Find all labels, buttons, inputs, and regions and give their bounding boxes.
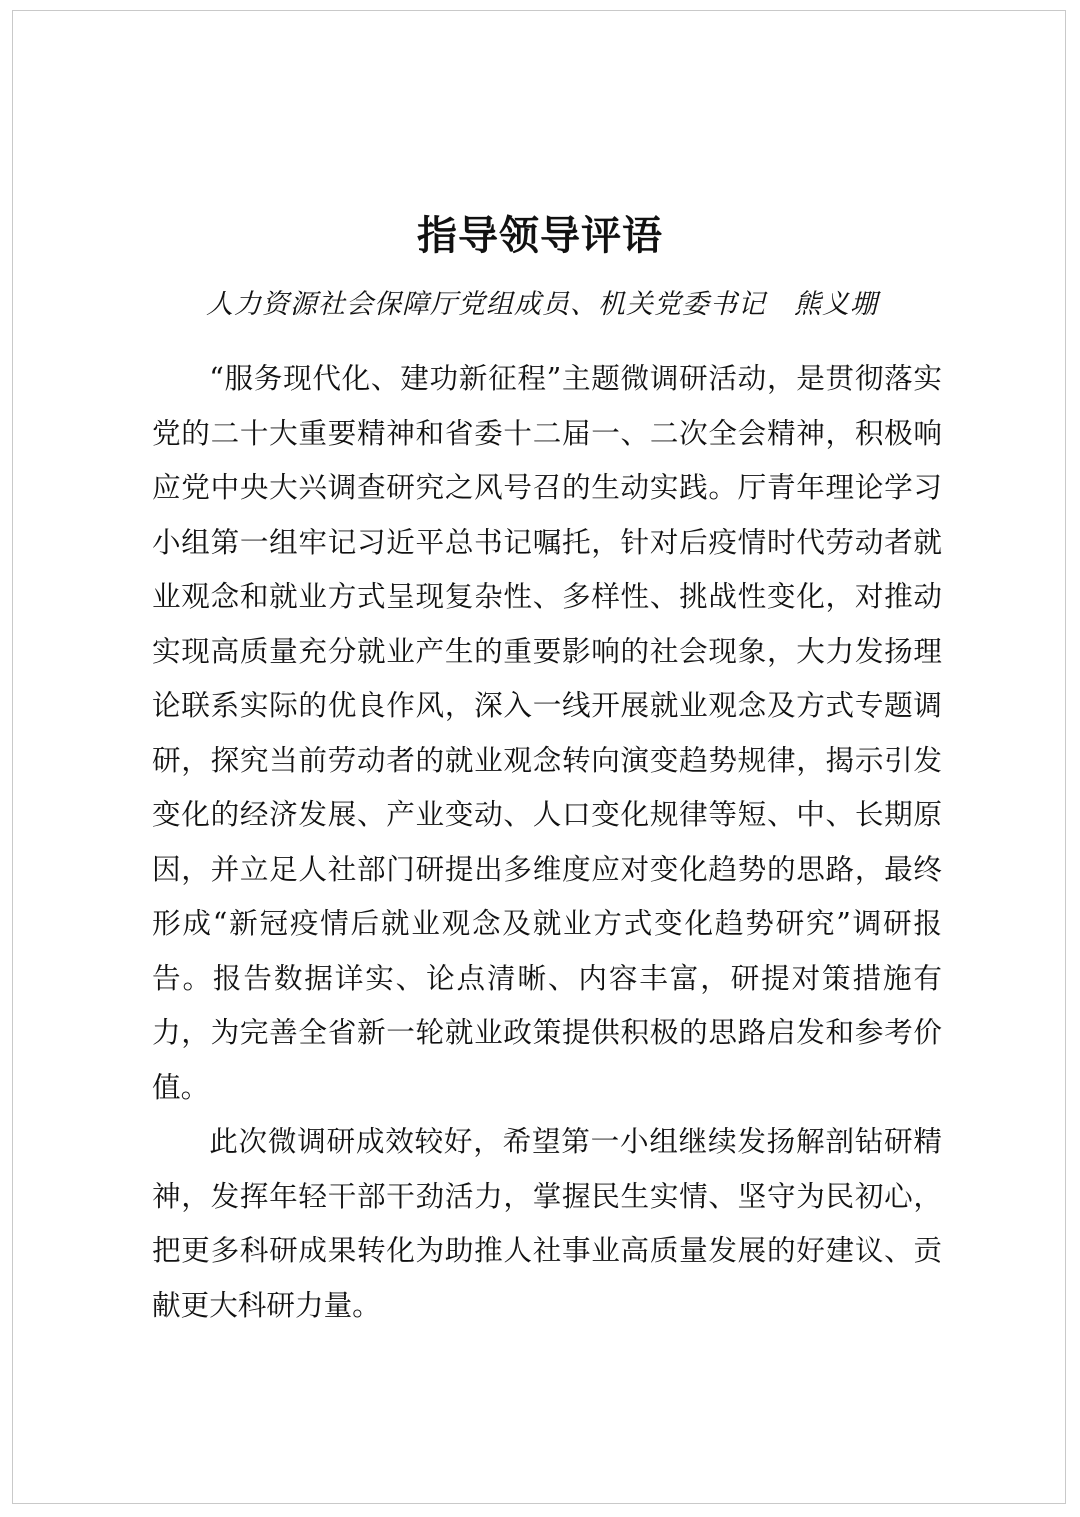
body-paragraph-2: 此次微调研成效较好，希望第一小组继续发扬解剖钻研精神，发挥年轻干部干劲活力，掌握民生实情、坚守为民初心，把更多科研成果转化为助推人社事业高质量发展的好建议、贡献更大科研力量。 bbox=[152, 1124, 942, 1322]
author-line: 人力资源社会保障厅党组成员、机关党委书记 熊义堋 bbox=[206, 289, 878, 320]
document-title: 指导领导评语 bbox=[417, 212, 663, 259]
body-paragraph-1: “服务现代化、建功新征程”主题微调研活动，是贯彻落实党的二十大重要精神和省委十二届一、二次全会精神，积极响应党中央大兴调查研究之风号召的生动实践。厅青年理论学习小组第一组牢记习近平总书记嘱托，针对后疫情时代劳动者就业观念和就业方式呈现复杂性、多样性、挑战性变化，对推动实现高质量充分就业产生的重要影响的社会现象，大力发扬理论联系实际的优良作风，深入一线开展就业观念及方式专题调研，探究当前劳动者的就业观念转向演变趋势规律，揭示引发变化的经济发展、产业变动、人口变化规律等短、中、长期原因，并立足人社部门研提出多维度应对变化趋势的思路，最终形成“新冠疫情后就业观念及就业方式变化趋势研究”调研报告。报告数据详实、论点清晰、内容丰富，研提对策措施有力，为完善全省新一轮就业政策提供积极的思路启发和参考价值。 bbox=[152, 361, 942, 1104]
document-body bbox=[152, 351, 942, 1332]
